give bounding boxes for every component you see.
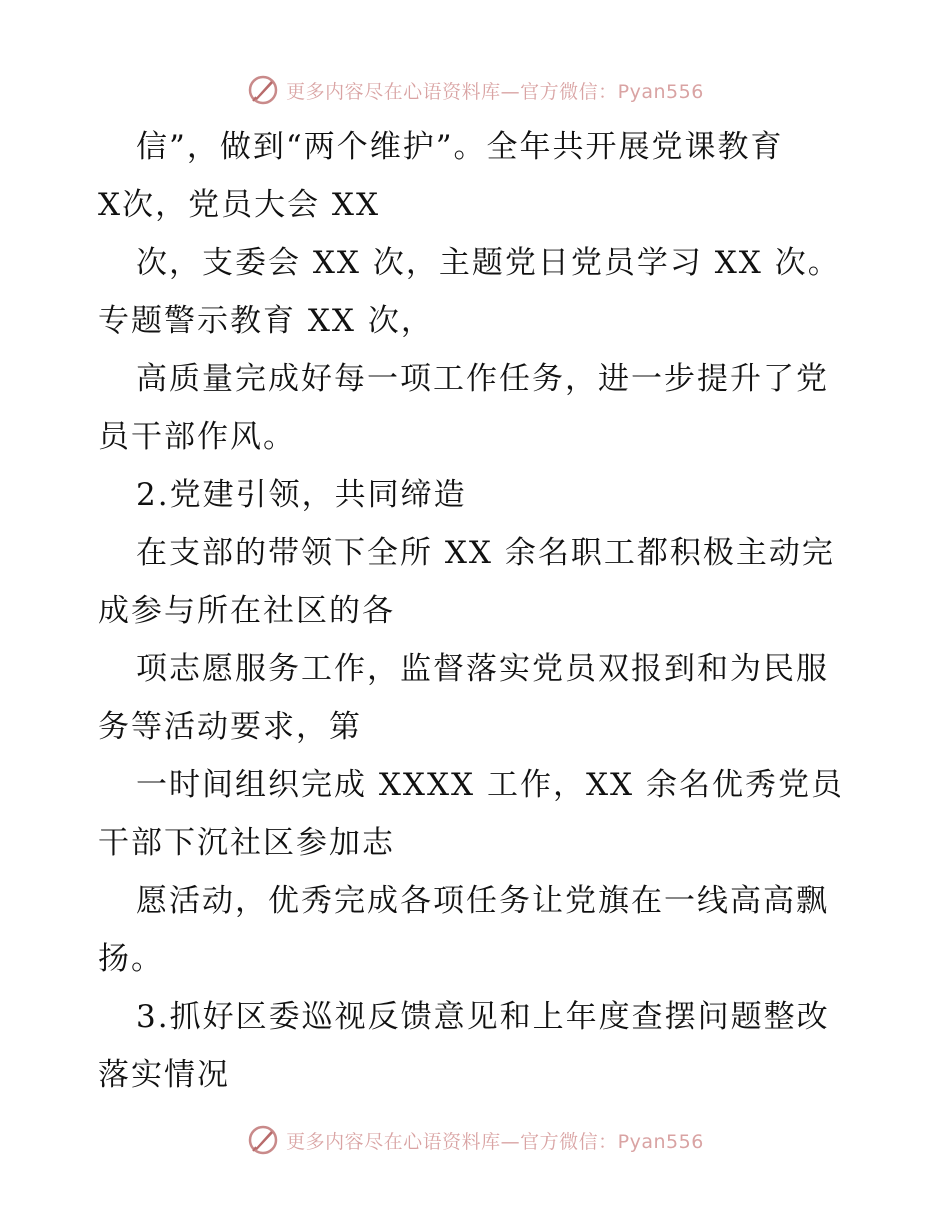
- text-line: 次，支委会 XX 次，主题党日党员学习 XX 次。: [136, 245, 841, 281]
- text-line: 愿活动，优秀完成各项任务让党旗在一线高高飘: [136, 883, 829, 919]
- text-line: 员干部作风。: [98, 419, 296, 455]
- section-heading: [98, 988, 858, 1104]
- text-line: 成参与所在社区的各: [98, 593, 395, 629]
- paragraph: [98, 234, 858, 350]
- section-heading: [98, 466, 858, 524]
- text-line: 项志愿服务工作，监督落实党员双报到和为民服: [136, 651, 829, 687]
- paragraph: [98, 524, 858, 640]
- text-line: X次，党员大会 XX: [98, 187, 381, 223]
- watermark-header: [0, 70, 950, 110]
- feather-pen-circle-icon: [246, 73, 280, 107]
- feather-pen-circle-icon: [246, 1123, 280, 1157]
- watermark-text: 更多内容尽在心语资料库—官方微信：Pyan556: [286, 1130, 704, 1153]
- text-line: 一时间组织完成 XXXX 工作，XX 余名优秀党员: [136, 767, 844, 803]
- text-line: 2.党建引领，共同缔造: [136, 477, 467, 513]
- watermark-footer: [0, 1120, 950, 1160]
- paragraph: [98, 640, 858, 756]
- text-line: 务等活动要求，第: [98, 709, 362, 745]
- text-line: 落实情况: [98, 1057, 230, 1093]
- text-line: 专题警示教育 XX 次，: [98, 303, 434, 339]
- text-line: 扬。: [98, 941, 164, 977]
- text-line: 信”，做到“两个维护”。全年共开展党课教育: [136, 129, 784, 165]
- paragraph: [98, 756, 858, 872]
- paragraph: [98, 872, 858, 988]
- text-line: 在支部的带领下全所 XX 余名职工都积极主动完: [136, 535, 835, 571]
- text-line: 高质量完成好每一项工作任务，进一步提升了党: [136, 361, 829, 397]
- paragraph: [98, 350, 858, 466]
- document-body: [98, 118, 858, 1104]
- watermark-text: 更多内容尽在心语资料库—官方微信：Pyan556: [286, 80, 704, 103]
- paragraph: [98, 118, 858, 234]
- text-line: 3.抓好区委巡视反馈意见和上年度查摆问题整改: [136, 999, 830, 1035]
- text-line: 干部下沉社区参加志: [98, 825, 395, 861]
